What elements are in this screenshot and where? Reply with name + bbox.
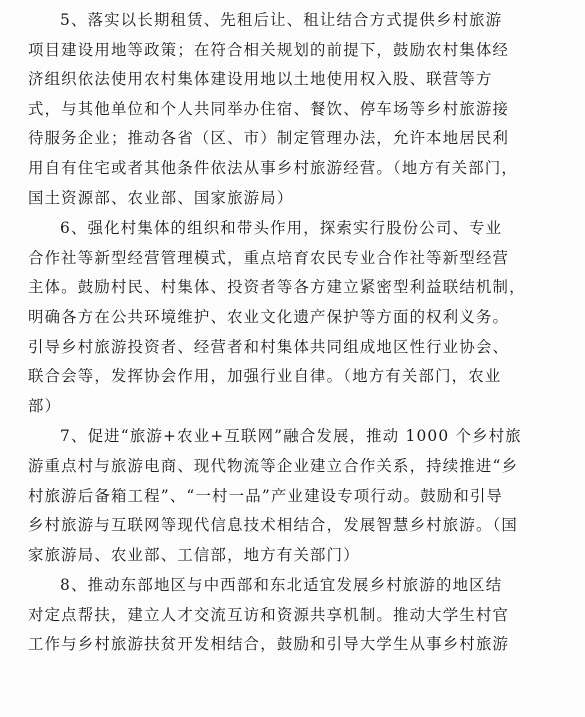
text-line: 济组织依法使用农村集体建设用地以土地使用权入股、联营等方 bbox=[28, 70, 493, 89]
paragraph-6 bbox=[28, 214, 557, 421]
text-line: 用自有住宅或者其他条件依法从事乡村旅游经营。（地方有关部门， bbox=[28, 158, 519, 177]
paragraph-7 bbox=[28, 422, 557, 570]
paragraph-8 bbox=[28, 571, 557, 660]
text-line: 6、强化村集体的组织和带头作用，探索实行股份公司、专业 bbox=[60, 219, 503, 238]
text-line: 工作与乡村旅游扶贫开发相结合，鼓励和引导大学生从事乡村旅游 bbox=[28, 635, 510, 654]
text-line: 对定点帮扶，建立人才交流互访和资源共享机制。推动大学生村官 bbox=[28, 605, 510, 624]
text-line: 待服务企业；推动各省（区、市）制定管理办法，允许本地居民利 bbox=[28, 129, 510, 148]
text-line: 主体。鼓励村民、村集体、投资者等各方建立紧密型利益联结机制， bbox=[28, 278, 526, 297]
text-line: 家旅游局、农业部、工信部，地方有关部门） bbox=[28, 545, 360, 564]
text-line: 国土资源部、农业部、国家旅游局） bbox=[28, 188, 294, 207]
text-line: 5、落实以长期租赁、先租后让、租让结合方式提供乡村旅游 bbox=[60, 11, 503, 29]
text-line: 部） bbox=[28, 396, 62, 415]
paragraph-5 bbox=[28, 6, 557, 213]
text-line: 游重点村与旅游电商、现代物流等企业建立合作关系，持续推进“乡 bbox=[28, 456, 519, 475]
text-line: 合作社等新型经营管理模式，重点培育农民专业合作社等新型经营 bbox=[28, 248, 510, 267]
text-line: 联合会等，发挥协会作用，加强行业自律。（地方有关部门，农业 bbox=[28, 367, 502, 386]
text-line: 8、推动东部地区与中西部和东北适宜发展乡村旅游的地区结 bbox=[60, 576, 503, 595]
text-line: 项目建设用地等政策；在符合相关规划的前提下，鼓励农村集体经 bbox=[28, 40, 510, 59]
text-line: 明确各方在公共环境维护、农业文化遗产保护等方面的权利义务。 bbox=[28, 307, 510, 326]
text-line: 乡村旅游与互联网等现代信息技术相结合，发展智慧乡村旅游。（国 bbox=[28, 516, 519, 535]
text-line: 村旅游后备箱工程”、“一村一品”产业建设专项行动。鼓励和引导 bbox=[28, 486, 504, 505]
text-line: 7、促进“旅游+农业+互联网”融合发展，推动 1000 个乡村旅 bbox=[60, 427, 522, 446]
text-line: 引导乡村旅游投资者、经营者和村集体共同组成地区性行业协会、 bbox=[28, 337, 510, 356]
text-line: 式，与其他单位和个人共同举办住宿、餐饮、停车场等乡村旅游接 bbox=[28, 99, 510, 118]
